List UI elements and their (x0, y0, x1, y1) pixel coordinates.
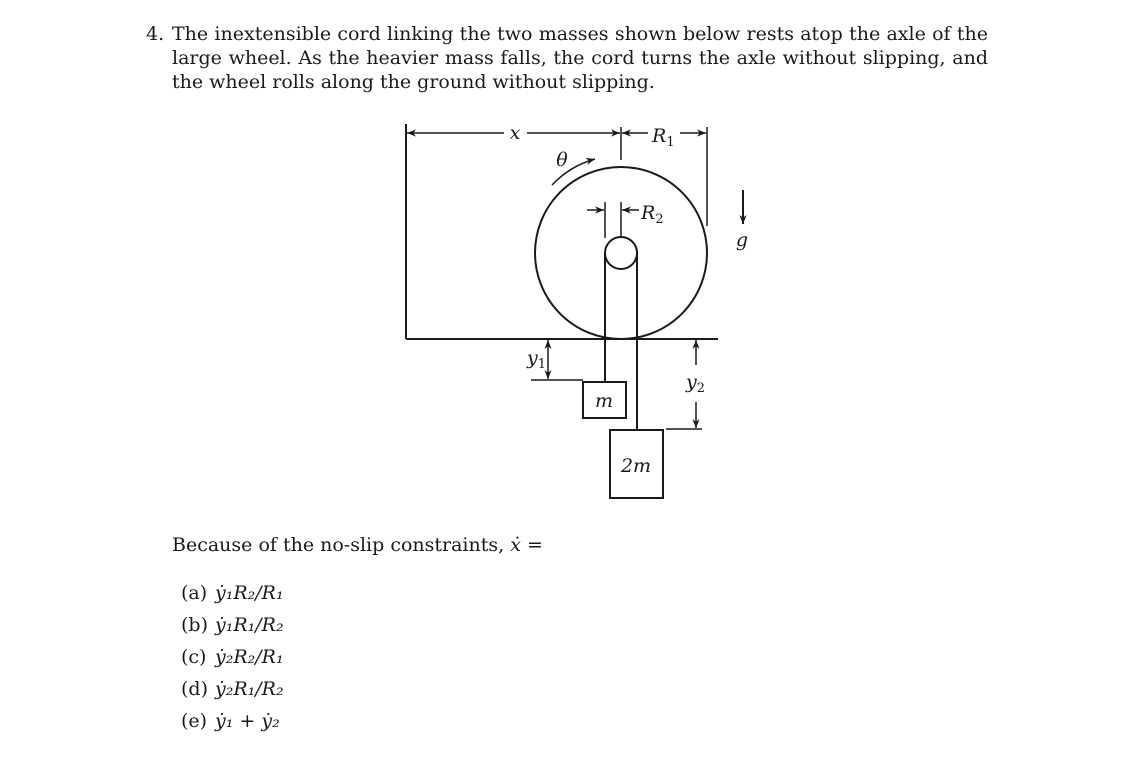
answer-choices (181, 577, 284, 737)
mass-2m-label: 2m (620, 455, 652, 477)
problem-statement: The inextensible cord linking the two masses shown below rests atop the axle of the large wheel. As the heavier mass falls, the cord turns the axle without slipping, and the wheel rolls along the ground without slipping. (172, 23, 988, 93)
choice-expression: ẏ₂R₁/R₂ (215, 678, 284, 700)
choice-expression: ẏ₁ + ẏ₂ (215, 710, 280, 732)
gravity-label: g (735, 229, 749, 251)
choice-letter: (d) (181, 678, 208, 700)
r1-label: $R_1$ (652, 125, 675, 150)
stem-equals: = (520, 534, 543, 556)
r2-label: $R_2$ (641, 202, 664, 227)
x-label: x (509, 122, 521, 144)
choice-b[interactable] (181, 609, 284, 641)
problem-number: 4. (146, 23, 165, 45)
question-stem (172, 533, 543, 557)
choice-a[interactable] (181, 577, 284, 609)
choice-letter: (c) (181, 646, 207, 668)
theta-label: θ (556, 149, 568, 171)
stem-text: Because of the no-slip constraints, (172, 534, 511, 556)
choice-c[interactable] (181, 641, 284, 673)
choice-letter: (b) (181, 614, 208, 636)
choice-expression: ẏ₁R₂/R₁ (215, 582, 284, 604)
choice-letter: (a) (181, 582, 208, 604)
y1-label: $y_1$ (527, 347, 547, 372)
choice-d[interactable] (181, 673, 284, 705)
choice-e[interactable] (181, 705, 284, 737)
choice-expression: ẏ₂R₂/R₁ (215, 646, 284, 668)
stem-variable: ẋ (510, 534, 521, 556)
choice-expression: ẏ₁R₁/R₂ (215, 614, 284, 636)
choice-letter: (e) (181, 710, 208, 732)
axle (605, 237, 637, 269)
y2-label: $y_2$ (686, 371, 706, 396)
mass-m-label: m (594, 390, 614, 412)
